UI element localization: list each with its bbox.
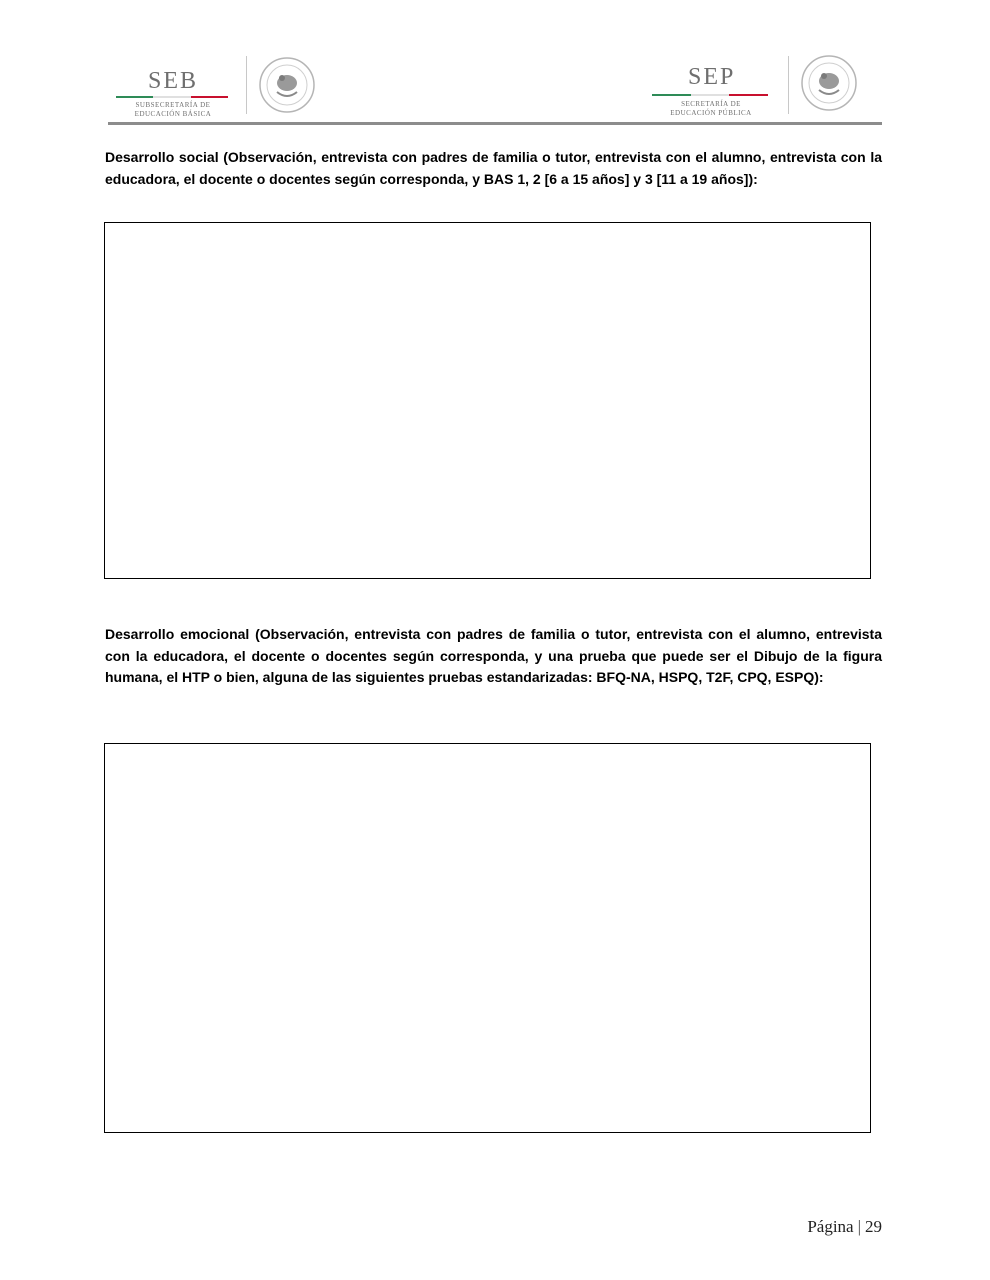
seb-logo: [108, 50, 338, 122]
page-number: 29: [865, 1217, 882, 1236]
emotional-development-prompt: Desarrollo emocional (Observación, entrevista con padres de familia o tutor, entrevista con el alumno, entrevista con la educadora, el docente o docentes según corresponda, y una prueba que puede ser el Dibujo de la figura humana, el HTP o bien, alguna de las siguientes pruebas estandarizadas: BFQ-NA, HSPQ, T2F, CPQ, ESPQ):: [105, 626, 882, 685]
seb-acronym: SEB: [148, 68, 199, 94]
social-development-prompt: Desarrollo social (Observación, entrevista con padres de familia o tutor, entrevista con el alumno, entrevista con la educadora, el docente o docentes según corresponda, y BAS 1, 2 [6 a 15 años] y 3 [11 a 19 años]):: [105, 149, 882, 187]
seb-subtitle: SUBSECRETARÍA DE EDUCACIÓN BÁSICA: [134, 101, 212, 118]
page-separator: |: [857, 1217, 861, 1236]
header-rule: [108, 122, 882, 125]
page-footer: [807, 1217, 882, 1237]
seb-tricolor-line: [116, 96, 228, 98]
emotional-development-answer-box[interactable]: [104, 743, 871, 1133]
social-development-answer-box[interactable]: [104, 222, 871, 579]
sep-tricolor-line: [652, 94, 768, 96]
sep-acronym: SEP: [688, 64, 736, 90]
page-label: Página: [807, 1217, 854, 1236]
seal-icon: [258, 56, 316, 114]
sep-logo: [652, 50, 882, 122]
seb-divider: [246, 56, 247, 114]
page-header: [108, 50, 882, 130]
sep-divider: [788, 56, 789, 114]
sep-subtitle: SECRETARÍA DE EDUCACIÓN PÚBLICA: [670, 100, 752, 117]
seal-icon: [800, 54, 858, 112]
